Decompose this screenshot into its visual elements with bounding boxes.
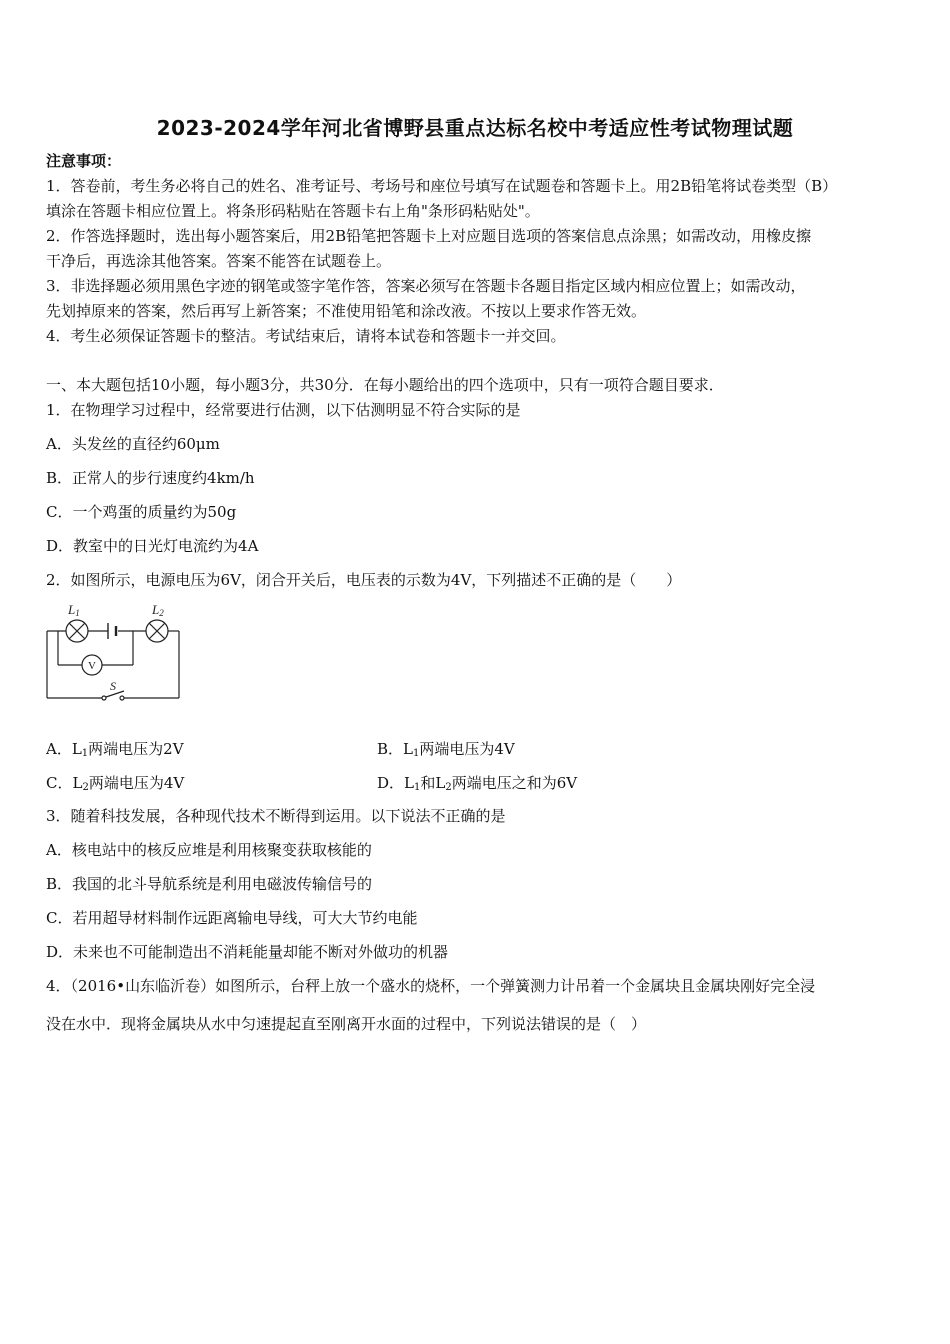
question-4-line-2: 没在水中．现将金属块从水中匀速提起直至刚离开水面的过程中，下列说法错误的是（ ） <box>46 1015 647 1033</box>
notice-line: 3．非选择题必须用黑色字迹的钢笔或签字笔作答，答案必须写在答题卡各题目指定区域内相应位置上；如需改动， <box>46 277 806 295</box>
page-title: 2023-2024学年河北省博野县重点达标名校中考适应性考试物理试题 <box>156 116 794 140</box>
question-2-stem: 2．如图所示，电源电压为6V，闭合开关后，电压表的示数为4V，下列描述不正确的是（ ） <box>46 571 682 589</box>
battery-icon <box>108 623 116 639</box>
option-text: 两端电压为2V <box>88 740 184 758</box>
option-text: 两端电压之和为6V <box>451 774 578 792</box>
circuit-diagram <box>40 598 190 708</box>
notice-line: 2．作答选择题时，选出每小题答案后，用2B铅笔把答题卡上对应题目选项的答案信息点涂黑；如需改动，用橡皮擦 <box>46 227 812 245</box>
option-text: D．L <box>377 774 414 792</box>
voltmeter-icon <box>82 655 102 675</box>
option-text: 和L <box>420 774 446 792</box>
question-1-option-c: C．一个鸡蛋的质量约为50g <box>46 503 237 521</box>
question-3-option-c: C．若用超导材料制作远距离输电导线，可大大节约电能 <box>46 909 418 927</box>
question-2-option-d <box>377 772 577 793</box>
question-1-option-b: B．正常人的步行速度约4km/h <box>46 469 255 487</box>
option-subscript: 1 <box>81 748 89 759</box>
notice-heading: 注意事项： <box>46 152 122 170</box>
notice-line: 干净后，再选涂其他答案。答案不能答在试题卷上。 <box>46 252 392 270</box>
notice-line: 填涂在答题卡相应位置上。将条形码粘贴在答题卡右上角"条形码粘贴处"。 <box>46 202 540 220</box>
notice-line: 先划掉原来的答案，然后再写上新答案；不准使用铅笔和涂改液。不按以上要求作答无效。 <box>46 302 647 320</box>
notice-line: 1．答卷前，考生务必将自己的姓名、准考证号、考场号和座位号填写在试题卷和答题卡上。用2B铅笔将试卷类型（B） <box>46 177 838 195</box>
question-1-option-d: D．教室中的日光灯电流约为4A <box>46 537 259 555</box>
label-l1: L1 <box>68 602 80 618</box>
option-text: A．L <box>46 740 82 758</box>
question-1-stem: 1．在物理学习过程中，经常要进行估测，以下估测明显不符合实际的是 <box>46 401 521 419</box>
label-switch: S <box>110 679 116 693</box>
question-2-option-c <box>46 772 184 793</box>
option-subscript: 1 <box>414 782 421 793</box>
question-3-option-d: D．未来也不可能制造出不消耗能量却能不断对外做功的机器 <box>46 943 449 961</box>
bulb-l2-icon <box>146 620 168 642</box>
option-text: 两端电压为4V <box>419 740 515 758</box>
option-subscript: 1 <box>412 748 420 759</box>
question-3-option-a: A．核电站中的核反应堆是利用核聚变获取核能的 <box>46 841 372 859</box>
question-3-option-b: B．我国的北斗导航系统是利用电磁波传输信号的 <box>46 875 373 893</box>
option-text: B．L <box>377 740 413 758</box>
notice-line: 4．考生必须保证答题卡的整洁。考试结束后，请将本试卷和答题卡一并交回。 <box>46 327 566 345</box>
option-subscript: 2 <box>445 782 452 793</box>
label-l2: L2 <box>152 602 164 618</box>
question-2-option-b <box>377 738 515 759</box>
section-heading: 一、本大题包括10小题，每小题3分，共30分．在每小题给出的四个选项中，只有一项符合题目要求． <box>46 376 724 394</box>
voltmeter-label: V <box>88 660 96 672</box>
question-3-stem: 3．随着科技发展，各种现代技术不断得到运用。以下说法不正确的是 <box>46 807 506 825</box>
option-text: 两端电压为4V <box>88 774 185 792</box>
option-subscript: 2 <box>82 782 89 793</box>
bulb-l1-icon <box>66 620 88 642</box>
option-text: C．L <box>46 774 83 792</box>
question-2-option-a <box>46 738 184 759</box>
question-4-line-1: 4．（2016•山东临沂卷）如图所示，台秤上放一个盛水的烧杯，一个弹簧测力计吊着一个金属块且金属块刚好完全浸 <box>46 977 816 995</box>
question-1-option-a: A．头发丝的直径约60μm <box>46 435 220 453</box>
